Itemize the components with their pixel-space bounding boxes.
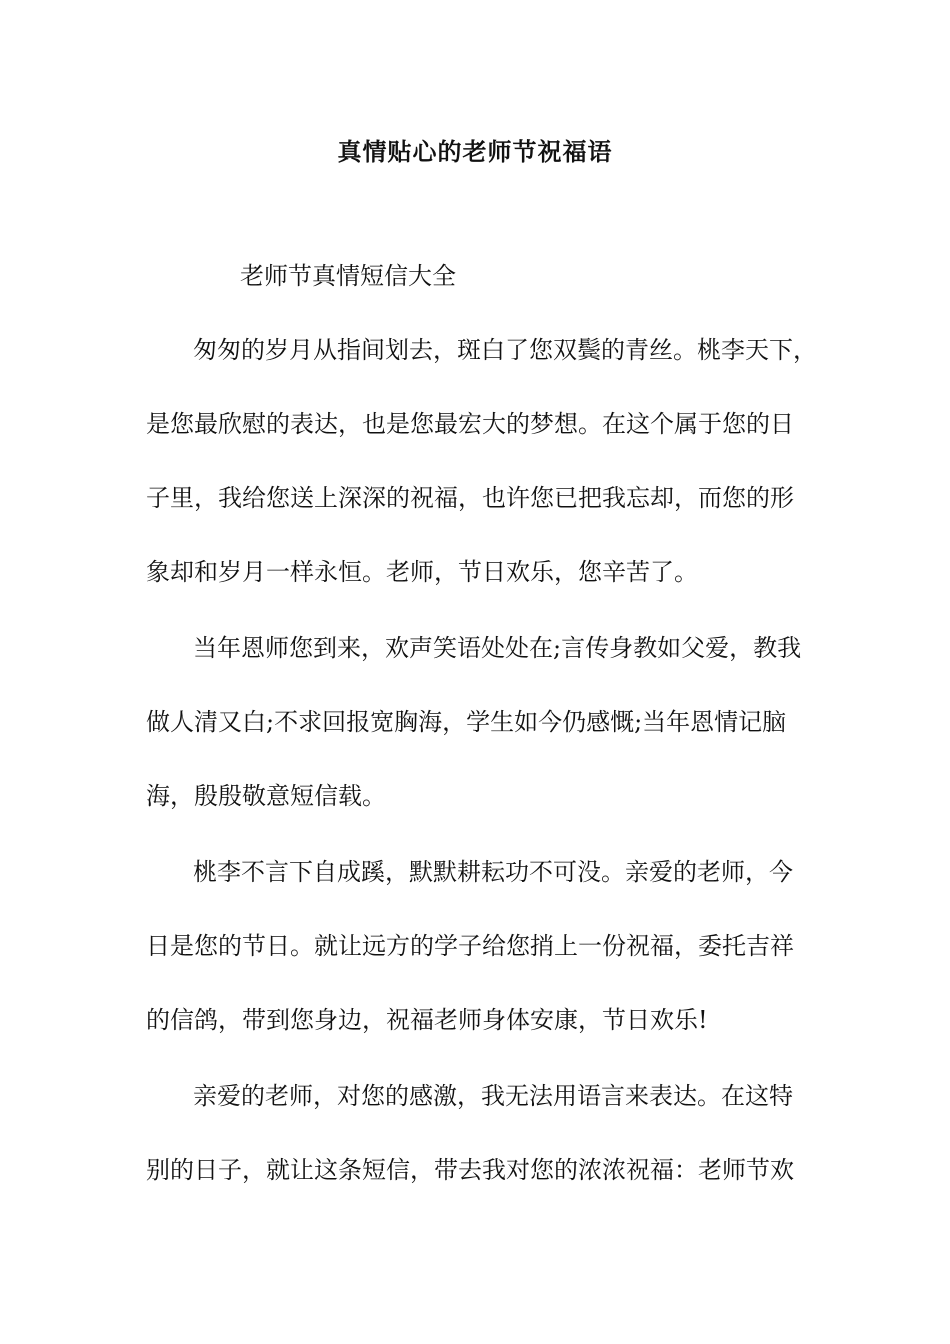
paragraph-4-line-1: 亲爱的老师，对您的感激，我无法用语言来表达。在这特 [193, 1082, 793, 1110]
document-title: 真情贴心的老师节祝福语 [337, 137, 613, 166]
paragraph-2-line-3: 海，殷殷敬意短信载。 [146, 782, 386, 810]
paragraph-1-line-2: 是您最欣慰的表达，也是您最宏大的梦想。在这个属于您的日 [146, 410, 794, 438]
paragraph-4-line-2: 别的日子，就让这条短信，带去我对您的浓浓祝福：老师节欢 [146, 1156, 794, 1184]
paragraph-3-line-2: 日是您的节日。就让远方的学子给您捎上一份祝福，委托吉祥 [146, 932, 794, 960]
paragraph-1-line-1: 匆匆的岁月从指间划去，斑白了您双鬓的青丝。桃李天下， [193, 336, 817, 364]
paragraph-1-line-4: 象却和岁月一样永恒。老师，节日欢乐，您辛苦了。 [146, 558, 698, 586]
paragraph-3-line-1: 桃李不言下自成蹊，默默耕耘功不可没。亲爱的老师，今 [193, 858, 793, 886]
section-heading: 老师节真情短信大全 [240, 262, 456, 290]
paragraph-3-line-3: 的信鸽，带到您身边，祝福老师身体安康，节日欢乐! [146, 1006, 708, 1034]
paragraph-2-line-1: 当年恩师您到来，欢声笑语处处在;言传身教如父爱，教我 [193, 634, 802, 662]
paragraph-1-line-3: 子里，我给您送上深深的祝福，也许您已把我忘却，而您的形 [146, 484, 794, 512]
paragraph-2-line-2: 做人清又白;不求回报宽胸海，学生如今仍感慨;当年恩情记脑 [146, 708, 787, 736]
